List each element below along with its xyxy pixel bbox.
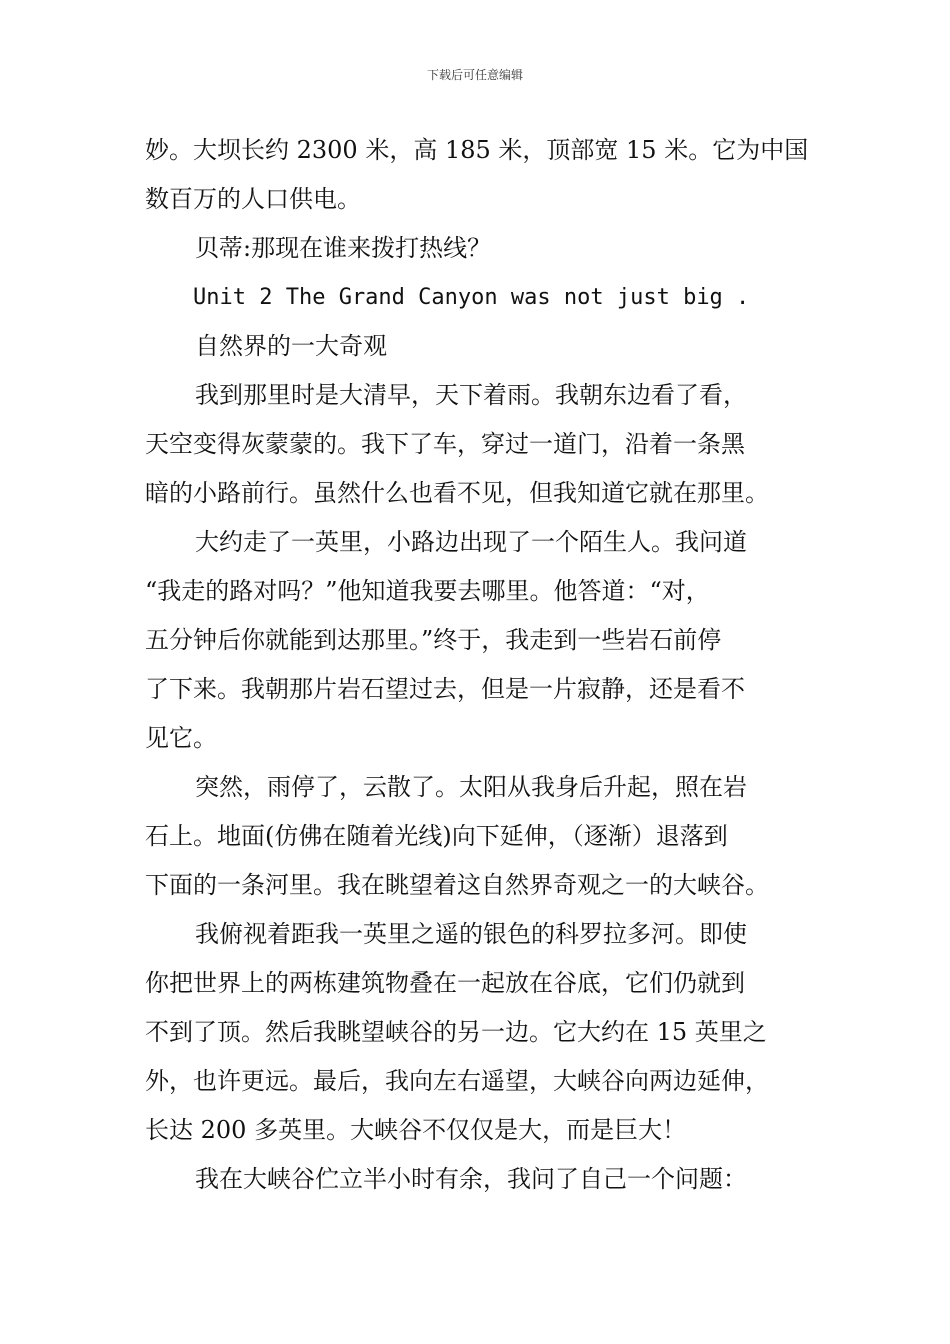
paragraph-river — [145, 910, 815, 1155]
text-line: 五分钟后你就能到达那里。”终于，我走到一些岩石前停 — [145, 626, 722, 654]
document-body — [145, 126, 815, 1204]
text-line: 外，也许更远。最后，我向左右遥望，大峡谷向两边延伸， — [145, 1067, 769, 1095]
text-line: 见它。 — [145, 724, 217, 752]
text-line: 我俯视着距我一英里之遥的银色的科罗拉多河。即使 — [195, 920, 747, 948]
text-line: 突然，雨停了，云散了。太阳从我身后升起，照在岩 — [195, 773, 747, 801]
paragraph-dam — [145, 126, 815, 224]
text-line: “我走的路对吗？”他知道我要去哪里。他答道：“对， — [145, 577, 710, 605]
text-line: 我到那里时是大清早，天下着雨。我朝东边看了看， — [195, 381, 747, 409]
text-line: 不到了顶。然后我眺望峡谷的另一边。它大约在 15 英里之 — [145, 1018, 767, 1046]
paragraph-arrival — [145, 371, 815, 518]
paragraph-betty: 贝蒂:那现在谁来拨打热线？ — [195, 234, 492, 262]
text-line: 妙。大坝长约 2300 米，高 185 米，顶部宽 15 米。它为中国 — [145, 136, 809, 164]
text-line: 长达 200 多英里。大峡谷不仅仅是大，而是巨大！ — [145, 1116, 687, 1144]
text-line: 石上。地面(仿佛在随着光线)向下延伸，（逐渐）退落到 — [145, 822, 728, 850]
text-line: 你把世界上的两栋建筑物叠在一起放在谷底，它们仍就到 — [145, 969, 745, 997]
paragraph-stranger — [145, 518, 815, 763]
text-line: 了下来。我朝那片岩石望过去，但是一片寂静，还是看不 — [145, 675, 745, 703]
text-line: 数百万的人口供电。 — [145, 185, 361, 213]
paragraph-sunrise — [145, 763, 815, 910]
text-line: 暗的小路前行。虽然什么也看不见，但我知道它就在那里。 — [145, 479, 769, 507]
paragraph-question: 我在大峡谷伫立半小时有余，我问了自己一个问题： — [195, 1165, 747, 1193]
section-title: 自然界的一大奇观 — [195, 332, 387, 360]
text-line: 天空变得灰蒙蒙的。我下了车，穿过一道门，沿着一条黑 — [145, 430, 745, 458]
unit-title: Unit 2 The Grand Canyon was not just big . — [193, 285, 750, 310]
text-line: 下面的一条河里。我在眺望着这自然界奇观之一的大峡谷。 — [145, 871, 769, 899]
page-header: 下载后可任意编辑 — [426, 68, 523, 82]
text-line: 大约走了一英里，小路边出现了一个陌生人。我问道 — [195, 528, 747, 556]
